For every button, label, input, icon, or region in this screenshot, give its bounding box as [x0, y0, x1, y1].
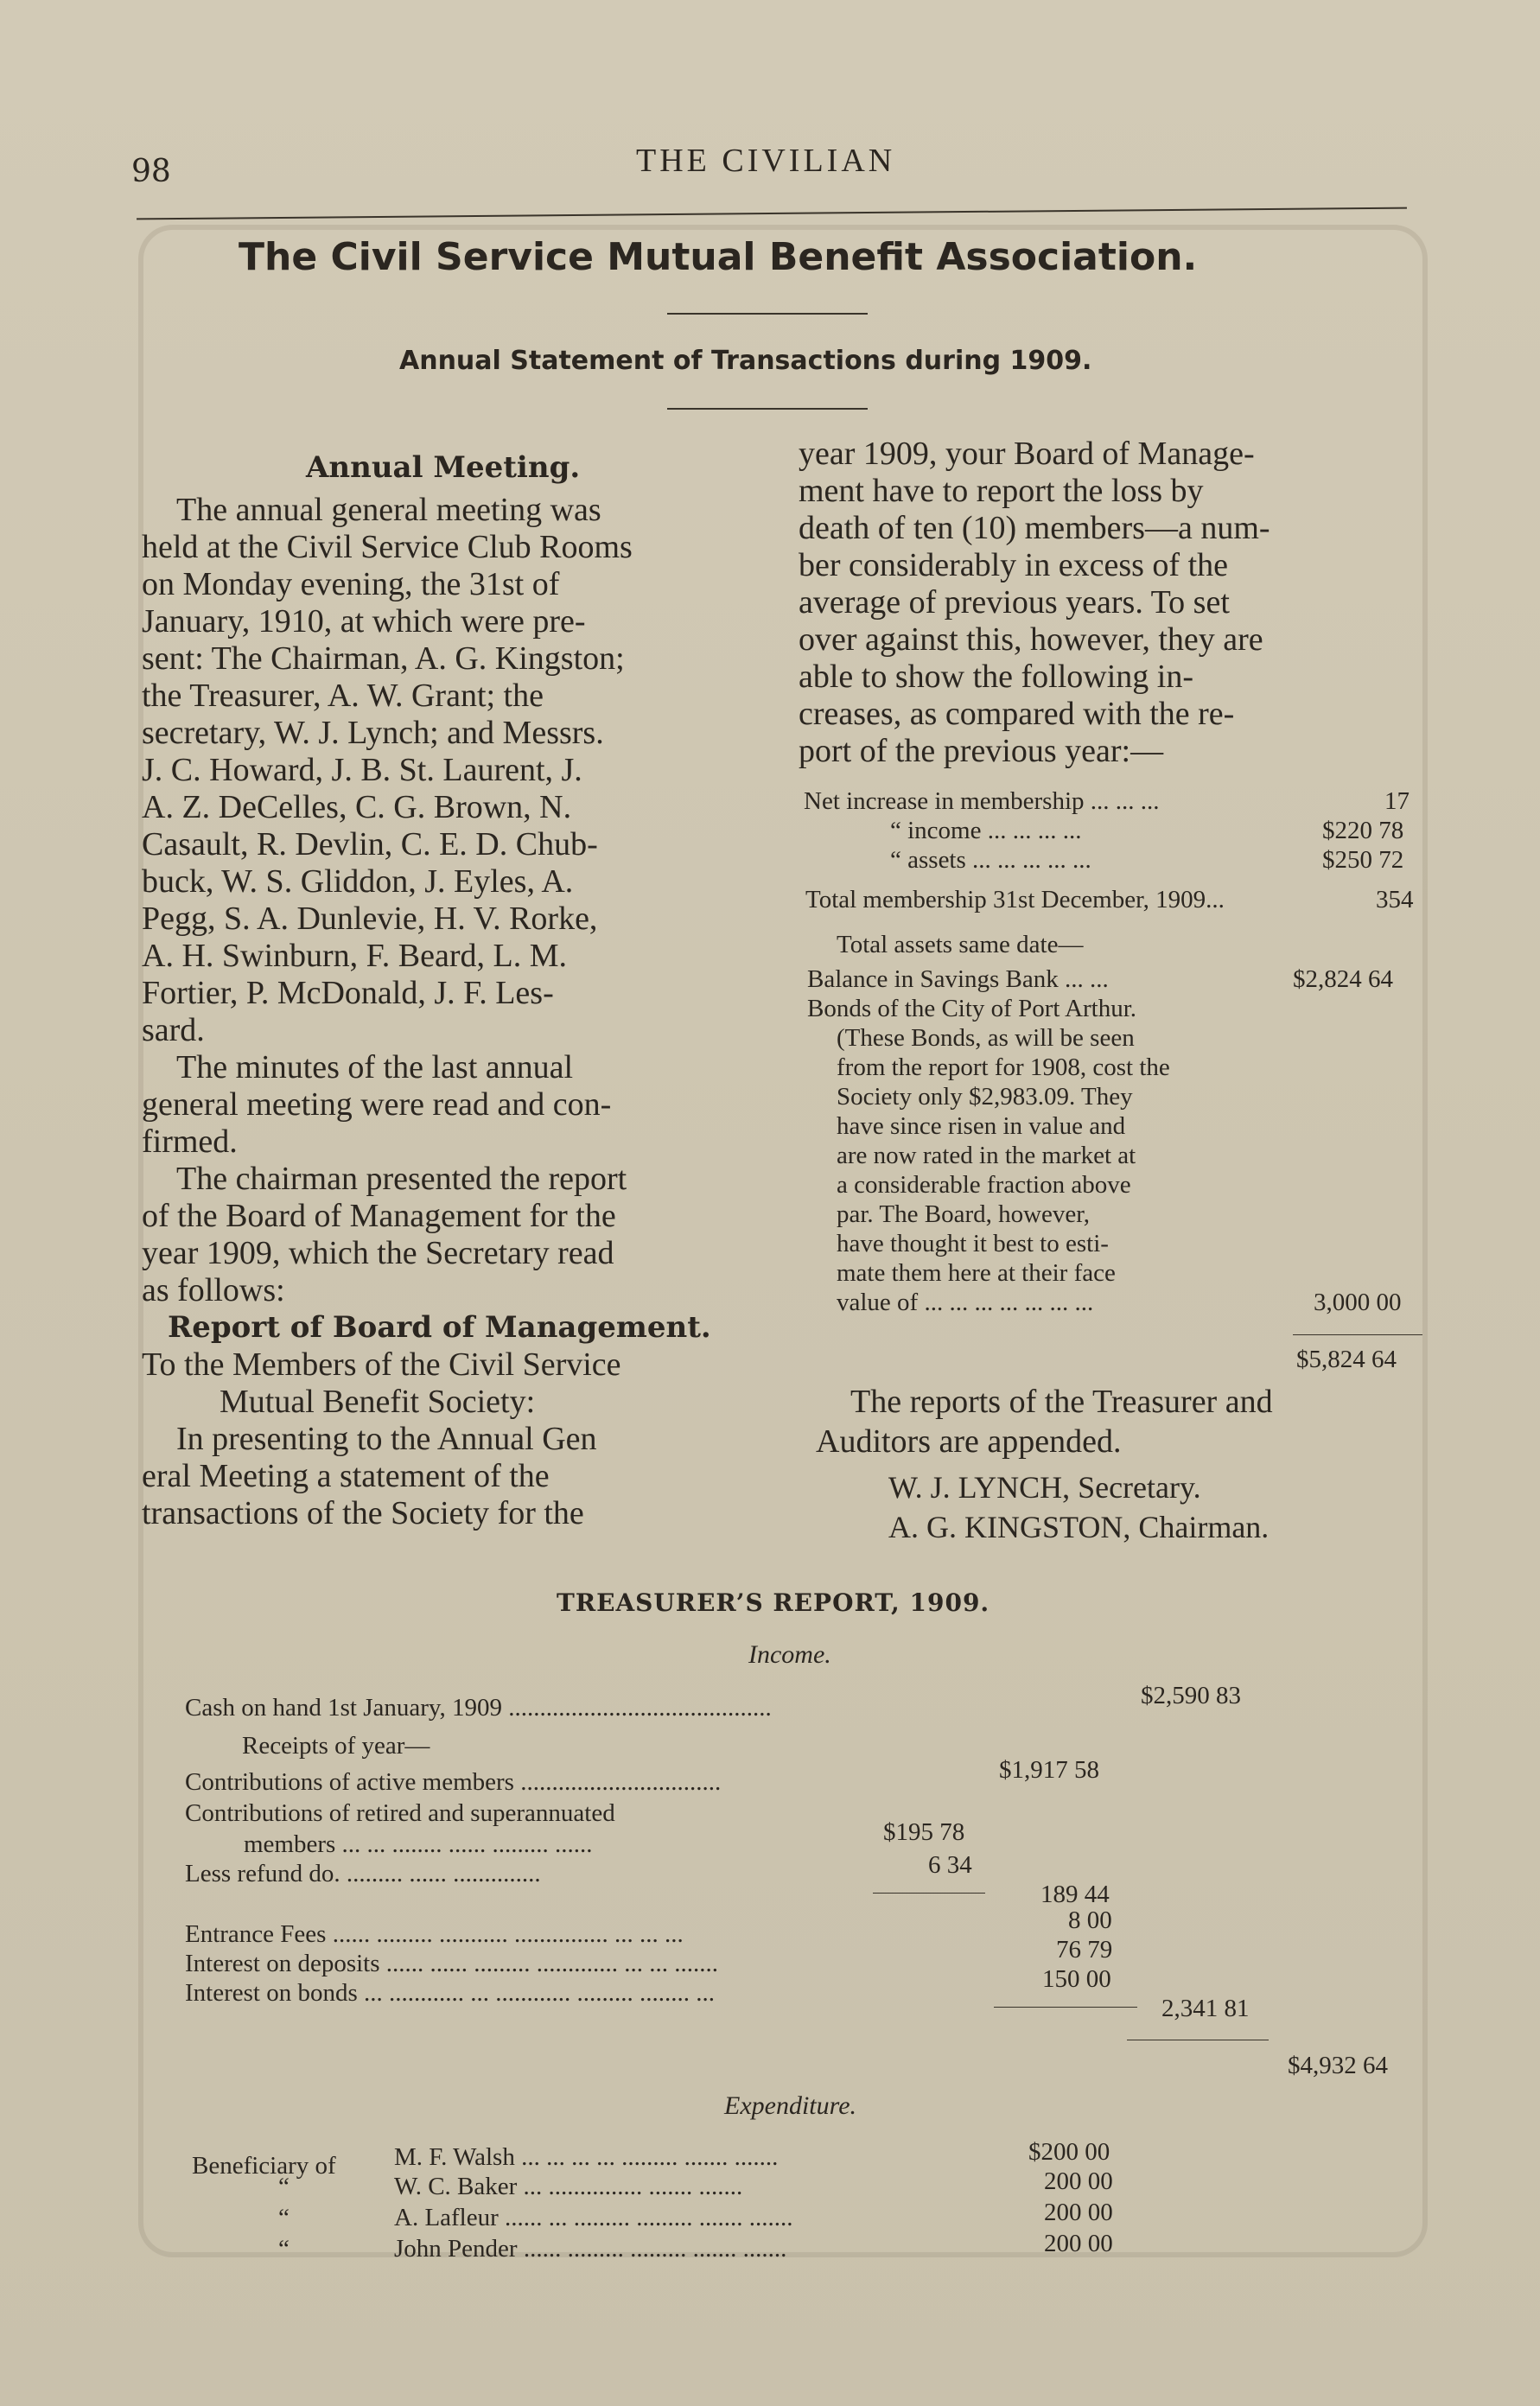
refund-sum-rule [873, 1893, 985, 1894]
beneficiary-name: W. C. Baker ... ............... ....... ....... [394, 2173, 743, 2200]
closing-line: Auditors are appended. [816, 1423, 1122, 1460]
text-line: A. Z. DeCelles, C. G. Brown, N. [142, 789, 572, 825]
total-membership-value: 354 [1376, 886, 1414, 913]
net-retired-value: 189 44 [1040, 1881, 1110, 1908]
bonds-line: Society only $2,983.09. They [837, 1083, 1133, 1111]
text-line: general meeting were read and con- [142, 1086, 612, 1123]
title-divider [667, 313, 868, 315]
bonds-line: mate them here at their face [837, 1259, 1116, 1287]
text-line: Fortier, P. McDonald, J. F. Les- [142, 975, 554, 1011]
text-line: January, 1910, at which were pre- [142, 603, 586, 640]
contributions-retired-label2: members ... ... ........ ...... ......... ...... [244, 1830, 593, 1858]
signature-chairman: A. G. KINGSTON, Chairman. [888, 1510, 1270, 1544]
beneficiary-name: John Pender ...... ......... ......... ....... ....... [394, 2235, 787, 2263]
text-line: held at the Civil Service Club Rooms [142, 529, 633, 565]
grand-total: $4,932 64 [1288, 2052, 1388, 2079]
contributions-retired-value: $195 78 [883, 1818, 965, 1846]
treasurer-report-heading: TREASURER’S REPORT, 1909. [557, 1588, 990, 1617]
receipts-label: Receipts of year— [242, 1732, 430, 1760]
text-line: Mutual Benefit Society: [220, 1384, 536, 1420]
contributions-active-value: $1,917 58 [999, 1756, 1099, 1784]
total-membership-label: Total membership 31st December, 1909... [805, 886, 1225, 913]
beneficiary-name: A. Lafleur ...... ... ......... ......... ....... ....... [394, 2204, 793, 2231]
income-label: Income. [748, 1640, 831, 1669]
bonds-line: from the report for 1908, cost the [837, 1053, 1170, 1081]
text-line: of the Board of Management for the [142, 1198, 616, 1234]
bonds-line: Bonds of the City of Port Arthur. [807, 995, 1137, 1022]
text-line: able to show the following in- [799, 659, 1193, 695]
text-line: The chairman presented the report [176, 1161, 627, 1197]
stat-membership-value: 17 [1384, 787, 1410, 815]
bonds-line: have since risen in value and [837, 1112, 1126, 1140]
text-line: year 1909, your Board of Manage- [799, 436, 1255, 472]
stat-income-label: “ income ... ... ... ... [890, 817, 1082, 844]
receipts-sum-rule [994, 2007, 1137, 2008]
running-title: THE CIVILIAN [636, 143, 896, 179]
beneficiary-prefix: “ [278, 2173, 290, 2200]
text-line: over against this, however, they are [799, 621, 1263, 658]
signature-secretary: W. J. LYNCH, Secretary. [888, 1470, 1201, 1505]
interest-deposits-label: Interest on deposits ...... ...... ......... ............. ... ... ....... [185, 1950, 719, 1977]
article-title: The Civil Service Mutual Benefit Association. [239, 235, 1198, 279]
beneficiary-prefix: Beneficiary of [192, 2152, 336, 2180]
page-number: 98 [131, 154, 171, 189]
expenditure-label: Expenditure. [724, 2091, 857, 2120]
text-line: year 1909, which the Secretary read [142, 1235, 614, 1271]
beneficiary-amount: 200 00 [1044, 2230, 1113, 2257]
beneficiary-amount: 200 00 [1044, 2167, 1113, 2195]
contributions-active-label: Contributions of active members ................................ [185, 1768, 722, 1796]
text-line: death of ten (10) members—a num- [799, 510, 1270, 546]
subtitle-divider [667, 408, 868, 410]
bonds-line: are now rated in the market at [837, 1142, 1136, 1169]
interest-bonds-label: Interest on bonds ... ............ ... ............ ......... ........ ... [185, 1979, 715, 2007]
text-line: The annual general meeting was [176, 492, 601, 528]
text-line: Casault, R. Devlin, C. E. D. Chub- [142, 826, 598, 862]
text-line: port of the previous year:— [799, 733, 1164, 769]
text-line: sent: The Chairman, A. G. Kingston; [142, 640, 625, 677]
article-subtitle: Annual Statement of Transactions during 1909. [399, 346, 1092, 376]
bonds-value: 3,000 00 [1314, 1289, 1402, 1316]
stat-assets-value: $250 72 [1322, 846, 1404, 874]
bonds-line: have thought it best to esti- [837, 1230, 1109, 1257]
stat-membership-label: Net increase in membership ... ... ... [804, 787, 1160, 815]
header-rule [137, 207, 1407, 220]
entrance-fees-value: 8 00 [1068, 1906, 1112, 1934]
entrance-fees-label: Entrance Fees ...... ......... ........... ............... ... ... ... [185, 1920, 684, 1948]
text-line: sard. [142, 1012, 205, 1048]
stat-income-value: $220 78 [1322, 817, 1404, 844]
beneficiary-prefix: “ [278, 2235, 290, 2263]
less-refund-label: Less refund do. ......... ...... .............. [185, 1860, 541, 1887]
left-column [142, 449, 711, 1532]
text-line: Pegg, S. A. Dunlevie, H. V. Rorke, [142, 901, 598, 937]
text-line: secretary, W. J. Lynch; and Messrs. [142, 715, 604, 751]
text-line: buck, W. S. Gliddon, J. Eyles, A. [142, 863, 574, 900]
annual-meeting-heading: Annual Meeting. [306, 450, 581, 485]
beneficiary-name: M. F. Walsh ... ... ... ... ......... ....... ....... [394, 2143, 779, 2171]
text-line: ber considerably in excess of the [799, 547, 1228, 583]
text-line: To the Members of the Civil Service [142, 1346, 621, 1383]
cash-on-hand-value: $2,590 83 [1141, 1682, 1241, 1709]
bonds-line: value of ... ... ... ... ... ... ... [837, 1289, 1094, 1316]
beneficiary-amount: 200 00 [1044, 2199, 1113, 2226]
text-line: creases, as compared with the re- [799, 696, 1235, 732]
text-line: A. H. Swinburn, F. Beard, L. M. [142, 938, 567, 974]
right-column [799, 436, 1270, 770]
report-heading: Report of Board of Management. [168, 1310, 711, 1345]
receipts-total: 2,341 81 [1161, 1995, 1250, 2022]
balance-label: Balance in Savings Bank ... ... [807, 965, 1109, 993]
less-refund-value: 6 34 [928, 1851, 972, 1879]
closing-line: The reports of the Treasurer and [850, 1384, 1273, 1420]
text-line: as follows: [142, 1272, 285, 1308]
text-line: the Treasurer, A. W. Grant; the [142, 678, 544, 714]
cash-on-hand-label: Cash on hand 1st January, 1909 .......................................... [185, 1694, 772, 1722]
contributions-retired-label: Contributions of retired and superannuated [185, 1799, 615, 1827]
text-line: transactions of the Society for the [142, 1495, 584, 1531]
text-line: ment have to report the loss by [799, 473, 1204, 509]
beneficiary-amount: $200 00 [1028, 2138, 1110, 2166]
stat-assets-label: “ assets ... ... ... ... ... [890, 846, 1091, 874]
bonds-line: a considerable fraction above [837, 1171, 1131, 1199]
balance-value: $2,824 64 [1293, 965, 1393, 993]
assets-heading: Total assets same date— [837, 931, 1084, 958]
text-line: J. C. Howard, J. B. St. Laurent, J. [142, 752, 582, 788]
interest-deposits-value: 76 79 [1056, 1936, 1113, 1964]
bonds-line: (These Bonds, as will be seen [837, 1024, 1135, 1052]
assets-sum-rule [1293, 1334, 1422, 1335]
text-line: on Monday evening, the 31st of [142, 566, 560, 602]
interest-bonds-value: 150 00 [1042, 1965, 1111, 1993]
assets-total: $5,824 64 [1296, 1346, 1397, 1373]
bonds-line: par. The Board, however, [837, 1200, 1091, 1228]
text-line: In presenting to the Annual Gen [176, 1421, 597, 1457]
text-line: average of previous years. To set [799, 584, 1230, 621]
text-line: firmed. [142, 1123, 238, 1160]
text-line: eral Meeting a statement of the [142, 1458, 550, 1494]
beneficiary-prefix: “ [278, 2204, 290, 2231]
text-line: The minutes of the last annual [176, 1049, 574, 1085]
